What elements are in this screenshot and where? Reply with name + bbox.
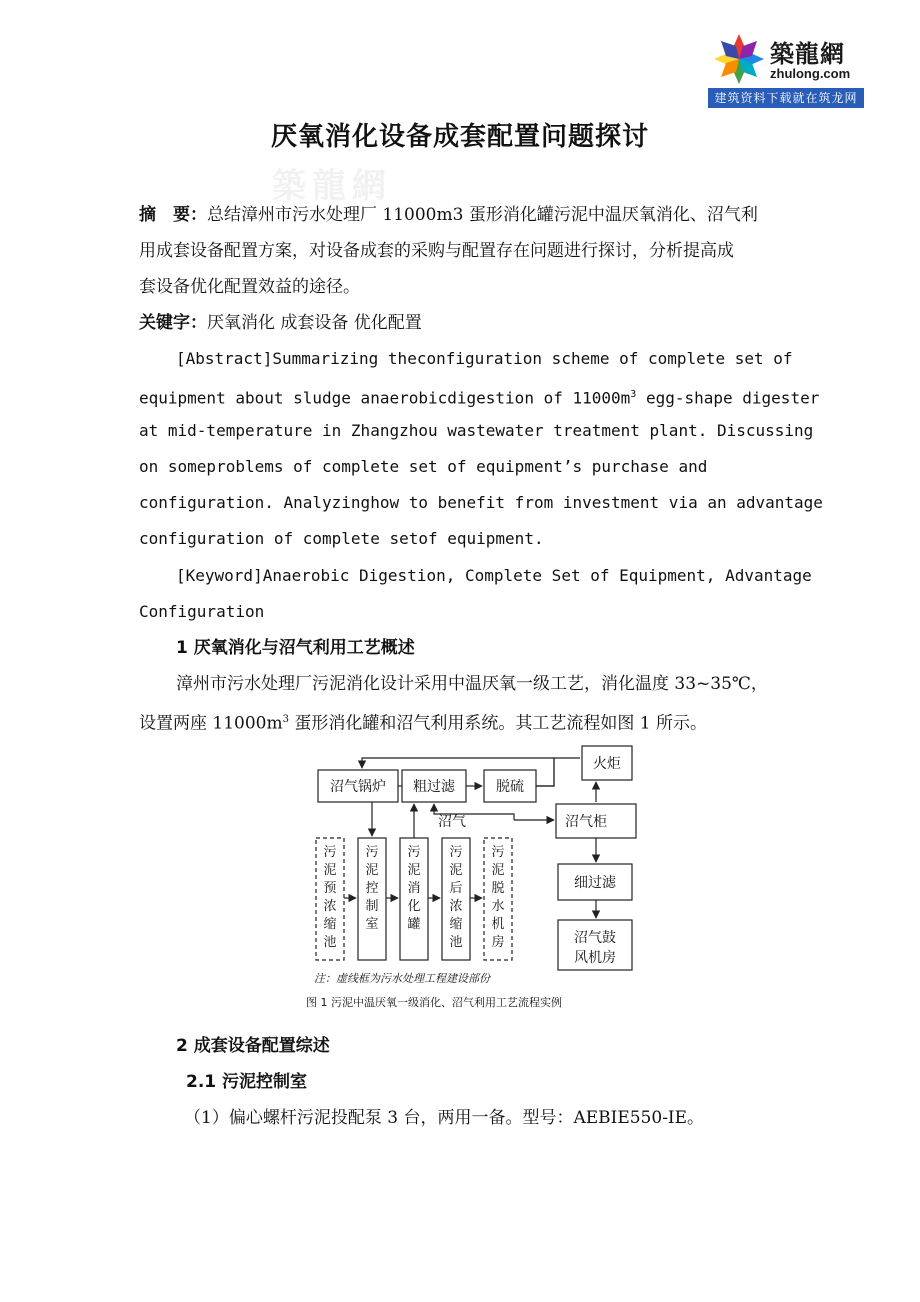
keywords-cn-text: 厌氧消化 成套设备 优化配置 <box>207 313 422 333</box>
abstract-cn-line-2: 用成套设备配置方案，对设备成套的采购与配置存在问题进行探讨，分析提高成 <box>139 241 734 261</box>
superscript-3: 3 <box>282 714 289 725</box>
abstract-en-line-3: at mid-temperature in Zhangzhou wastewater treatment plant. Discussing <box>139 421 814 440</box>
abstract-cn-label: 摘 要： <box>139 205 207 225</box>
abstract-en-line-5: configuration. Analyzinghow to benefit from investment via an advantage <box>139 493 823 512</box>
col3-char: 污 <box>407 845 421 860</box>
col4-char: 后 <box>449 881 463 896</box>
label-gas: 沼气 <box>438 814 466 830</box>
process-flow-figure <box>300 740 660 1020</box>
col2-char: 污 <box>365 845 379 860</box>
col5-char: 机 <box>491 917 505 932</box>
abstract-cn-line-1 <box>139 203 758 227</box>
col5-char: 泥 <box>491 863 505 878</box>
label-blower-1: 沼气鼓 <box>574 930 616 946</box>
label-torch: 火炬 <box>593 756 621 772</box>
abstract-cn-text-1: 总结漳州市污水处理厂 11000m3 蛋形消化罐污泥中温厌氧消化、沼气利 <box>207 205 758 225</box>
abstract-en-line-2b: egg-shape digester <box>636 388 820 408</box>
col3-char: 化 <box>407 899 421 914</box>
col4-char: 污 <box>449 845 463 860</box>
keyword-en-line-1: [Keyword]Anaerobic Digestion, Complete Set of Equipment, Advantage <box>176 566 812 585</box>
keywords-cn-label: 关键字： <box>139 313 207 333</box>
figure-caption: 图 1 污泥中温厌氧一级消化、沼气利用工艺流程实例 <box>306 996 562 1009</box>
section-2-1-item-1: （1）偏心螺杆污泥投配泵 3 台，两用一备。型号：AEBIE550-IE。 <box>184 1108 705 1128</box>
label-desulfur: 脱硫 <box>496 779 524 795</box>
col2-char: 泥 <box>365 863 379 878</box>
col5-char: 水 <box>491 899 505 914</box>
label-blower-2: 风机房 <box>574 950 616 966</box>
col4-char: 池 <box>449 935 463 950</box>
label-coarse-filter: 粗过滤 <box>413 779 455 795</box>
superscript-3: 3 <box>630 389 637 400</box>
label-gas-holder: 沼气柜 <box>565 814 607 830</box>
abstract-en-line-6: configuration of complete setof equipment. <box>139 529 544 548</box>
abstract-en-line-1: [Abstract]Summarizing theconfiguration scheme of complete set of <box>176 349 793 368</box>
abstract-en-line-2 <box>139 383 819 410</box>
col5-char: 污 <box>491 845 505 860</box>
col3-char: 消 <box>407 881 421 896</box>
figure-note: 注：虚线框为污水处理工程建设部份 <box>314 972 490 985</box>
logo-tagline: 建筑资料下载就在筑龙网 <box>708 88 864 108</box>
abstract-en-line-2a: equipment about sludge anaerobicdigestion of 11000m <box>139 388 631 408</box>
col4-char: 缩 <box>449 917 463 932</box>
label-fine-filter: 细过滤 <box>574 875 616 891</box>
label-boiler: 沼气锅炉 <box>330 779 386 795</box>
col1-char: 泥 <box>323 863 337 878</box>
col1-char: 缩 <box>323 917 337 932</box>
col2-char: 室 <box>365 917 379 932</box>
logo-chinese-text: 築龍網 <box>770 40 845 68</box>
col1-char: 污 <box>323 845 337 860</box>
col1-char: 浓 <box>323 899 337 914</box>
section-2-1-heading: 2.1 污泥控制室 <box>186 1072 308 1092</box>
zhulong-logo <box>708 30 864 108</box>
section-1-line-2a: 设置两座 11000m <box>139 713 283 734</box>
col3-char: 罐 <box>407 917 421 932</box>
col2-char: 控 <box>365 881 379 896</box>
section-1-line-1: 漳州市污水处理厂污泥消化设计采用中温厌氧一级工艺，消化温度 33~35℃， <box>176 674 768 694</box>
col4-char: 浓 <box>449 899 463 914</box>
section-1-heading: 1 厌氧消化与沼气利用工艺概述 <box>176 638 415 658</box>
logo-top <box>708 30 864 88</box>
abstract-en-line-4: on someproblems of complete set of equipment’s purchase and <box>139 457 708 476</box>
col5-char: 房 <box>491 935 505 950</box>
col1-char: 预 <box>323 881 337 896</box>
col4-char: 泥 <box>449 863 463 878</box>
abstract-cn-line-3: 套设备优化配置效益的途径。 <box>139 277 360 297</box>
page-title: 厌氧消化设备成套配置问题探讨 <box>270 122 649 152</box>
col2-char: 制 <box>365 899 379 914</box>
section-1-line-2 <box>139 708 707 736</box>
logo-pinwheel-icon <box>710 30 768 88</box>
section-2-heading: 2 成套设备配置综述 <box>176 1036 330 1056</box>
keywords-cn <box>139 311 422 335</box>
process-flow-diagram <box>300 740 660 1020</box>
col3-char: 泥 <box>407 863 421 878</box>
keyword-en-line-2: Configuration <box>139 602 265 621</box>
col5-char: 脱 <box>491 881 505 896</box>
logo-english-text: zhulong.com <box>770 66 851 81</box>
section-1-line-2b: 蛋形消化罐和沼气利用系统。其工艺流程如图 1 所示。 <box>288 713 708 734</box>
col1-char: 池 <box>323 935 337 950</box>
watermark: 築龍網 <box>272 166 392 206</box>
